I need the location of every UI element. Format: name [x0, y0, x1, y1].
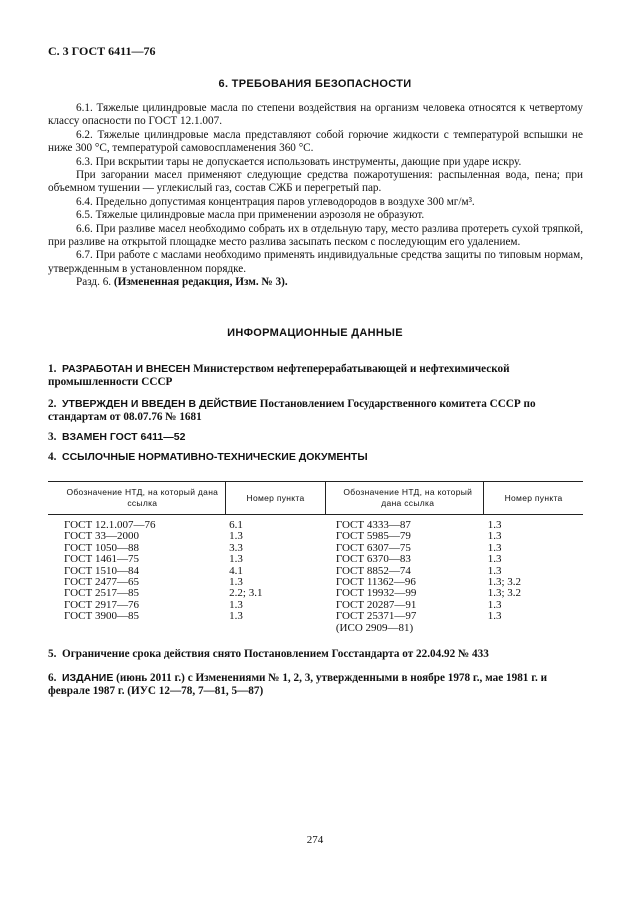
paragraph-6-2: 6.2. Тяжелые цилиндровые масла представляют собой горючие жидкости с температурой вспышки не ниже 300 °С, температурой самовоспламенения 360 °С. [48, 128, 583, 155]
cell-clause: 1.3 [487, 553, 502, 566]
cell-clause: 1.3 [487, 530, 502, 543]
cell-clause: 1.3 [487, 610, 502, 623]
cell-doc: ГОСТ 6307—75 [335, 541, 411, 554]
cell-clause: 1.3 [229, 530, 243, 543]
references-table [48, 481, 583, 634]
col-header-clause: Номер пункта [225, 482, 326, 515]
amendment-note: Разд. 6. (Измененная редакция, Изм. № 3). [76, 276, 288, 289]
cell-clause: 1.3 [487, 519, 502, 531]
cell-clause: 1.3 [487, 564, 502, 577]
table-row [48, 623, 583, 634]
cell-doc: ГОСТ 2917—76 [64, 598, 139, 611]
paragraph-extinguishing: При загорании масел применяют следующие средства пожаротушения: распыленная вода, пена; при объемном тушении — углекислый газ, состав СЖБ и перегретый пар. [48, 169, 583, 195]
cell-doc: ГОСТ 8852—74 [335, 564, 411, 577]
cell-doc: ГОСТ 12.1.007—76 [64, 519, 156, 531]
paragraph-6-7: 6.7. При работе с маслами необходимо применять индивидуальные средства защиты по типовым нормам, утвержденным в установленном порядке. [48, 249, 583, 275]
cell-clause: 1.3; 3.2 [487, 576, 521, 589]
col-header-clause: Номер пункта [484, 482, 583, 515]
paragraph-6-6: 6.6. При разливе масел необходимо собрать их в отдельную тару, место разлива протереть сухой тряпкой, при разливе на открытой площадке место разлива засыпать песком с последующим его удалением. [48, 222, 583, 249]
cell-doc: ГОСТ 11362—96 [335, 576, 416, 589]
cell-clause: 3.3 [229, 541, 243, 554]
cell-clause: 1.3 [487, 598, 502, 611]
cell-doc: ГОСТ 2477—65 [64, 576, 139, 589]
cell-clause: 1.3 [229, 610, 243, 623]
table-row [48, 611, 583, 622]
cell-doc: ГОСТ 6370—83 [335, 553, 411, 566]
paragraph-6-3: 6.3. При вскрытии тары не допускается использовать инструменты, дающие при ударе искру. [76, 155, 522, 168]
info-item-4: 4. ССЫЛОЧНЫЕ НОРМАТИВНО-ТЕХНИЧЕСКИЕ ДОКУМЕНТЫ [48, 451, 368, 463]
col-header-doc: Обозначение НТД, на который дана ссылка [48, 482, 225, 515]
info-item-2: 2. УТВЕРЖДЕН И ВВЕДЕН В ДЕЙСТВИЕ Постановлением Государственного комитета СССР по стандартам от 08.07.76 № 1681 [48, 398, 536, 424]
cell-clause [225, 623, 326, 634]
cell-doc: ГОСТ 33—2000 [64, 530, 139, 543]
cell-doc [48, 623, 225, 634]
info-title: ИНФОРМАЦИОННЫЕ ДАННЫЕ [227, 327, 403, 339]
cell-doc: ГОСТ 1050—88 [64, 541, 139, 554]
paragraph-6-5: 6.5. Тяжелые цилиндровые масла при применении аэрозоля не образуют. [76, 209, 425, 222]
cell-clause: 1.3 [229, 576, 243, 589]
info-item-5: 5. Ограничение срока действия снято Постановлением Госстандарта от 22.04.92 № 433 [48, 648, 489, 660]
page-number: 274 [306, 834, 324, 846]
cell-doc: ГОСТ 1461—75 [64, 553, 139, 566]
cell-clause: 1.3; 3.2 [487, 587, 521, 600]
table-row [48, 554, 583, 565]
table-header-row [48, 482, 583, 515]
cell-clause: 6.1 [229, 519, 243, 531]
paragraph-6-1: 6.1. Тяжелые цилиндровые масла по степени воздействия на организм человека относятся к четвертому классу опасности по ГОСТ 12.1.007. [48, 102, 583, 128]
table-row [48, 515, 583, 532]
table-body [48, 515, 583, 635]
cell-clause: 1.3 [487, 541, 502, 554]
cell-doc: (ИСО 2909—81) [335, 621, 414, 634]
cell-doc: ГОСТ 1510—84 [64, 564, 139, 577]
cell-clause: 1.3 [229, 598, 243, 611]
cell-doc: ГОСТ 3900—85 [64, 610, 139, 623]
cell-clause: 4.1 [229, 564, 243, 577]
cell-doc: ГОСТ 5985—79 [335, 530, 411, 543]
cell-clause [484, 623, 583, 634]
info-item-1: 1. РАЗРАБОТАН И ВНЕСЕН Министерством нефтеперерабатывающей и нефтехимической промышленности СССР [48, 363, 510, 389]
section-6-title: 6. ТРЕБОВАНИЯ БЕЗОПАСНОСТИ [218, 78, 412, 90]
cell-doc: ГОСТ 4333—87 [335, 519, 411, 531]
col-header-doc: Обозначение НТД, на который дана ссылка [326, 482, 484, 515]
cell-doc: ГОСТ 19932—99 [335, 587, 417, 600]
section-6-body [48, 102, 583, 290]
info-item-3: 3. ВЗАМЕН ГОСТ 6411—52 [48, 431, 186, 443]
info-item-6: 6. ИЗДАНИЕ (июнь 2011 г.) с Изменениями № 1, 2, 3, утвержденными в ноябре 1978 г., мае 1981 г. и феврале 1987 г. (ИУС 12—78, 7—81, 5—87) [48, 672, 548, 698]
cell-doc: ГОСТ 2517—85 [64, 587, 139, 600]
page-header: С. 3 ГОСТ 6411—76 [48, 44, 156, 58]
cell-doc: ГОСТ 20287—91 [335, 598, 417, 611]
cell-doc: ГОСТ 25371—97 [335, 610, 417, 623]
cell-clause: 1.3 [229, 553, 243, 566]
cell-clause: 2.2; 3.1 [229, 587, 263, 600]
paragraph-6-4: 6.4. Предельно допустимая концентрация паров углеводородов в воздухе 300 мг/м³. [76, 195, 475, 208]
